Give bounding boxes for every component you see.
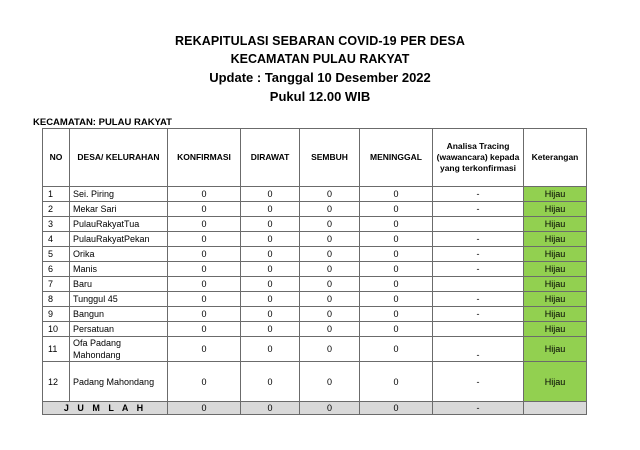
cell-desa: Baru — [70, 277, 168, 292]
total-dirawat: 0 — [241, 402, 300, 415]
cell-konfirmasi: 0 — [168, 262, 241, 277]
cell-dirawat: 0 — [241, 232, 300, 247]
report-title-block — [0, 32, 640, 106]
cell-dirawat: 0 — [241, 322, 300, 337]
cell-desa: Bangun — [70, 307, 168, 322]
cell-tracing: - — [433, 247, 524, 262]
cell-konfirmasi: 0 — [168, 247, 241, 262]
cell-meninggal: 0 — [360, 277, 433, 292]
cell-dirawat: 0 — [241, 217, 300, 232]
cell-keterangan-status: Hijau — [524, 232, 587, 247]
cell-sembuh: 0 — [300, 262, 360, 277]
cell-desa: PulauRakyatTua — [70, 217, 168, 232]
cell-meninggal: 0 — [360, 262, 433, 277]
cell-meninggal: 0 — [360, 187, 433, 202]
cell-keterangan-status: Hijau — [524, 277, 587, 292]
cell-meninggal: 0 — [360, 232, 433, 247]
header-tracing: Analisa Tracing (wawancara) kepada yang terkonfirmasi — [433, 129, 524, 187]
cell-tracing — [433, 217, 524, 232]
header-dirawat: DIRAWAT — [241, 129, 300, 187]
cell-meninggal: 0 — [360, 307, 433, 322]
cell-desa: Orika — [70, 247, 168, 262]
cell-meninggal: 0 — [360, 362, 433, 402]
cell-dirawat: 0 — [241, 362, 300, 402]
cell-dirawat: 0 — [241, 202, 300, 217]
cell-desa: Mekar Sari — [70, 202, 168, 217]
cell-no: 9 — [43, 307, 70, 322]
cell-tracing: - — [433, 362, 524, 402]
cell-sembuh: 0 — [300, 362, 360, 402]
cell-no: 3 — [43, 217, 70, 232]
cell-sembuh: 0 — [300, 217, 360, 232]
total-row — [43, 402, 587, 415]
total-konfirmasi: 0 — [168, 402, 241, 415]
cell-meninggal: 0 — [360, 217, 433, 232]
header-keterangan: Keterangan — [524, 129, 587, 187]
update-time: Pukul 12.00 WIB — [269, 89, 371, 104]
cell-dirawat: 0 — [241, 307, 300, 322]
total-tracing: - — [433, 402, 524, 415]
cell-dirawat: 0 — [241, 277, 300, 292]
header-desa: DESA/ KELURAHAN — [70, 129, 168, 187]
cell-desa: Tunggul 45 — [70, 292, 168, 307]
header-sembuh: SEMBUH — [300, 129, 360, 187]
cell-desa: Manis — [70, 262, 168, 277]
cell-sembuh: 0 — [300, 307, 360, 322]
cell-no: 7 — [43, 277, 70, 292]
cell-sembuh: 0 — [300, 232, 360, 247]
cell-desa: Sei. Piring — [70, 187, 168, 202]
total-meninggal: 0 — [360, 402, 433, 415]
table-row — [43, 187, 587, 202]
cell-desa: Padang Mahondang — [70, 362, 168, 402]
cell-tracing — [433, 322, 524, 337]
cell-keterangan-status: Hijau — [524, 292, 587, 307]
total-keterangan — [524, 402, 587, 415]
cell-keterangan-status: Hijau — [524, 362, 587, 402]
total-label: J U M L A H — [43, 402, 168, 415]
cell-tracing: - — [433, 202, 524, 217]
cell-keterangan-status: Hijau — [524, 337, 587, 362]
cell-no: 12 — [43, 362, 70, 402]
cell-sembuh: 0 — [300, 292, 360, 307]
rekap-table — [42, 128, 587, 415]
table-row — [43, 307, 587, 322]
table-row — [43, 202, 587, 217]
cell-tracing: - — [433, 232, 524, 247]
cell-dirawat: 0 — [241, 262, 300, 277]
cell-keterangan-status: Hijau — [524, 247, 587, 262]
cell-no: 8 — [43, 292, 70, 307]
table-header-row — [43, 129, 587, 187]
total-sembuh: 0 — [300, 402, 360, 415]
cell-konfirmasi: 0 — [168, 307, 241, 322]
cell-dirawat: 0 — [241, 187, 300, 202]
table-row — [43, 362, 587, 402]
cell-keterangan-status: Hijau — [524, 307, 587, 322]
update-date: Update : Tanggal 10 Desember 2022 — [209, 70, 431, 85]
cell-tracing: - — [433, 307, 524, 322]
cell-keterangan-status: Hijau — [524, 322, 587, 337]
table-row — [43, 232, 587, 247]
table-row — [43, 292, 587, 307]
cell-sembuh: 0 — [300, 337, 360, 362]
kecamatan-label: KECAMATAN: PULAU RAKYAT — [33, 117, 172, 128]
cell-konfirmasi: 0 — [168, 202, 241, 217]
cell-sembuh: 0 — [300, 247, 360, 262]
header-meninggal: MENINGGAL — [360, 129, 433, 187]
cell-no: 11 — [43, 337, 70, 362]
cell-no: 5 — [43, 247, 70, 262]
table-row — [43, 262, 587, 277]
report-title: REKAPITULASI SEBARAN COVID-19 PER DESA — [175, 34, 465, 48]
cell-konfirmasi: 0 — [168, 362, 241, 402]
cell-konfirmasi: 0 — [168, 322, 241, 337]
cell-keterangan-status: Hijau — [524, 217, 587, 232]
cell-meninggal: 0 — [360, 202, 433, 217]
cell-tracing: - — [433, 292, 524, 307]
cell-dirawat: 0 — [241, 337, 300, 362]
cell-meninggal: 0 — [360, 292, 433, 307]
cell-meninggal: 0 — [360, 247, 433, 262]
report-subtitle-kecamatan: KECAMATAN PULAU RAKYAT — [230, 52, 410, 66]
cell-konfirmasi: 0 — [168, 277, 241, 292]
table-row — [43, 217, 587, 232]
cell-meninggal: 0 — [360, 322, 433, 337]
cell-no: 10 — [43, 322, 70, 337]
cell-no: 2 — [43, 202, 70, 217]
header-no: NO — [43, 129, 70, 187]
cell-no: 6 — [43, 262, 70, 277]
cell-keterangan-status: Hijau — [524, 187, 587, 202]
cell-desa: Persatuan — [70, 322, 168, 337]
cell-desa: Ofa Padang Mahondang — [70, 337, 168, 362]
cell-sembuh: 0 — [300, 322, 360, 337]
cell-keterangan-status: Hijau — [524, 202, 587, 217]
cell-dirawat: 0 — [241, 247, 300, 262]
cell-no: 1 — [43, 187, 70, 202]
cell-tracing: - — [433, 337, 524, 362]
cell-konfirmasi: 0 — [168, 337, 241, 362]
header-konfirmasi: KONFIRMASI — [168, 129, 241, 187]
cell-dirawat: 0 — [241, 292, 300, 307]
cell-no: 4 — [43, 232, 70, 247]
cell-desa: PulauRakyatPekan — [70, 232, 168, 247]
cell-sembuh: 0 — [300, 202, 360, 217]
cell-sembuh: 0 — [300, 277, 360, 292]
cell-konfirmasi: 0 — [168, 292, 241, 307]
cell-meninggal: 0 — [360, 337, 433, 362]
cell-konfirmasi: 0 — [168, 217, 241, 232]
table-row — [43, 337, 587, 362]
cell-sembuh: 0 — [300, 187, 360, 202]
cell-konfirmasi: 0 — [168, 187, 241, 202]
table-row — [43, 247, 587, 262]
cell-tracing: - — [433, 187, 524, 202]
cell-tracing — [433, 277, 524, 292]
cell-konfirmasi: 0 — [168, 232, 241, 247]
table-row — [43, 322, 587, 337]
cell-tracing: - — [433, 262, 524, 277]
cell-keterangan-status: Hijau — [524, 262, 587, 277]
table-row — [43, 277, 587, 292]
